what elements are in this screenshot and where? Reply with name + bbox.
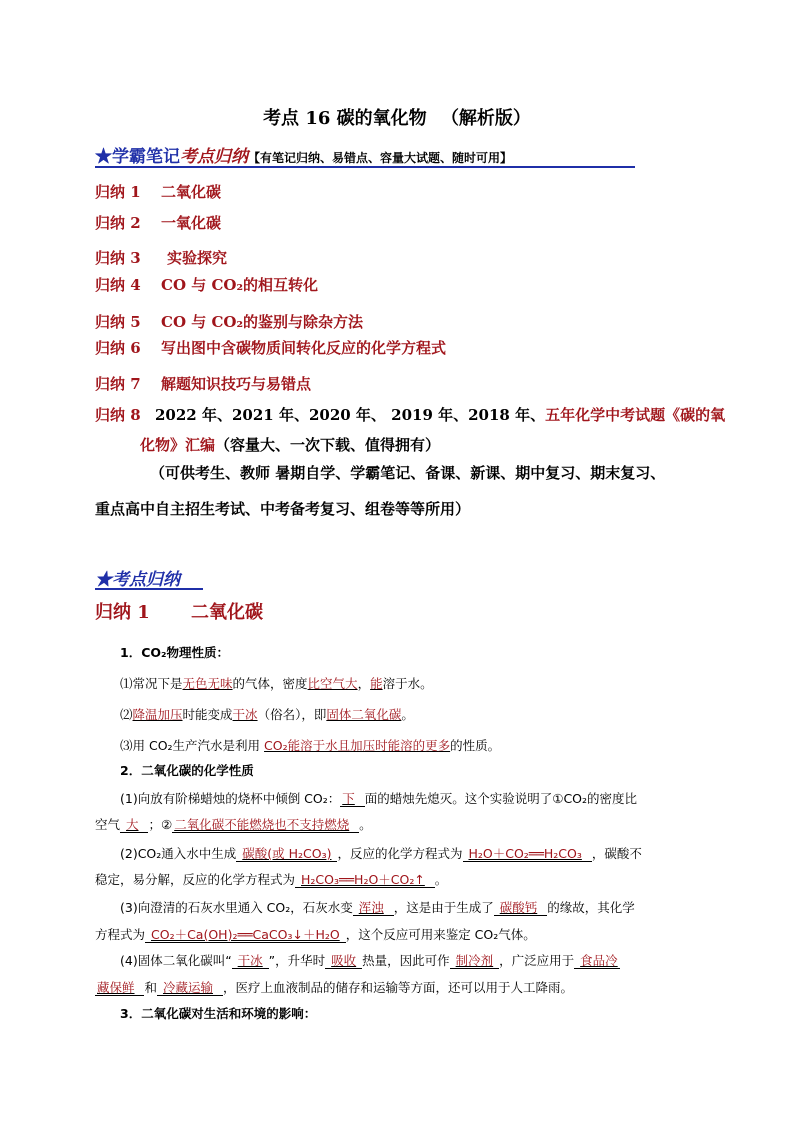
toc-item-5: 归纳 5 CO 与 CO₂的鉴别与除杂方法 <box>95 313 364 331</box>
header-banner <box>95 142 512 167</box>
chemical-line-4: (4)固体二氧化碳叫“ 干冰 ”，升华时 吸收 热量，因此可作 制冷剂 ，广泛应用于 食品冷 <box>120 953 618 968</box>
toc-item-2: 归纳 2 一氧化碳 <box>95 214 222 232</box>
star-subtitle: 考点归纳 <box>180 147 248 167</box>
physical-properties-heading: 1．CO₂物理性质： <box>120 645 229 660</box>
star-title: ★学霸笔记 <box>95 147 180 167</box>
chemical-line-2: (2)CO₂通入水中生成 碳酸(或 H₂CO₃) ，反应的化学方程式为 H₂O＋CO₂══H₂CO₃ ，碳酸不 <box>120 846 642 861</box>
toc-item-8-line4: 重点高中自主招生考试、中考备考复习、组卷等等所用） <box>95 500 471 518</box>
toc-item-8-line3: （可供考生、教师 暑期自学、学霸笔记、备课、新课、期中复习、期末复习、 <box>150 464 666 482</box>
toc-item-4: 归纳 4 CO 与 CO₂的相互转化 <box>95 276 319 294</box>
toc-item-3: 归纳 3 实验探究 <box>95 249 228 267</box>
chemical-properties-heading: 2．二氧化碳的化学性质 <box>120 763 254 778</box>
section-star-heading: ★考点归纳 <box>95 570 180 590</box>
header-divider <box>95 166 635 168</box>
physical-line-1: ⑴常况下是无色无味的气体，密度比空气大，能溶于水。 <box>120 676 433 691</box>
toc-item-7: 归纳 7 解题知识技巧与易错点 <box>95 375 312 393</box>
section-1-heading: 归纳 1 二氧化碳 <box>95 602 263 623</box>
environment-heading: 3．二氧化碳对生活和环境的影响： <box>120 1006 317 1021</box>
title-suffix: （解析版） <box>440 108 531 129</box>
header-note: 【有笔记归纳、易错点、容量大试题、随时可用】 <box>248 151 513 165</box>
section-underline <box>95 588 203 590</box>
chemical-line-2b: 稳定，易分解，反应的化学方程式为 H₂CO₃══H₂O＋CO₂↑ 。 <box>95 872 448 887</box>
physical-line-3: ⑶用 CO₂生产汽水是利用 CO₂能溶于水且加压时能溶的更多的性质。 <box>120 738 501 753</box>
title-main: 考点 16 碳的氧化物 <box>263 108 427 129</box>
toc-item-6: 归纳 6 写出图中含碳物质间转化反应的化学方程式 <box>95 339 447 357</box>
physical-line-2: ⑵降温加压时能变成干冰（俗名），即固体二氧化碳。 <box>120 707 414 722</box>
toc-item-1: 归纳 1 二氧化碳 <box>95 183 222 201</box>
toc-item-8: 归纳 8 2022 年、2021 年、2020 年、 2019 年、2018 年、五年化学中考试题《碳的氧 <box>95 406 726 424</box>
toc-item-8-line2: 化物》汇编（容量大、一次下载、值得拥有） <box>140 436 441 454</box>
chemical-line-3b: 方程式为 CO₂＋Ca(OH)₂══CaCO₃↓＋H₂O ，这个反应可用来鉴定 CO₂气体。 <box>95 927 536 942</box>
chemical-line-4b: 藏保鲜 和 冷藏运输 ，医疗上血液制品的储存和运输等方面，还可以用于人工降雨。 <box>97 980 573 995</box>
chemical-line-1b: 空气 大 ；② 二氧化碳不能燃烧也不支持燃烧 。 <box>95 817 372 832</box>
chemical-line-1: (1)向放有阶梯蜡烛的烧杯中倾倒 CO₂： 下 面的蜡烛先熄灭。这个实验说明了①CO₂的密度比 <box>120 791 638 806</box>
page-title <box>0 104 794 130</box>
chemical-line-3: (3)向澄清的石灰水里通入 CO₂，石灰水变 浑浊 ，这是由于生成了 碳酸钙 的缘故，其化学 <box>120 900 635 915</box>
